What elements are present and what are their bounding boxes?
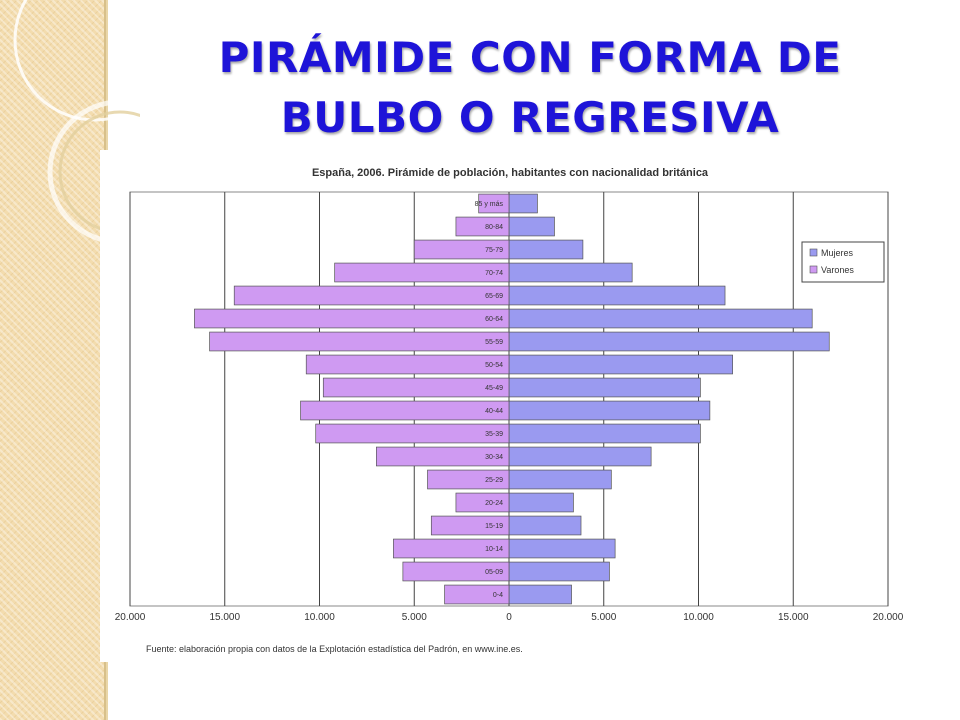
x-axis-tick-labels xyxy=(115,612,904,623)
bar-mujeres xyxy=(509,378,700,397)
age-group-label: 75-79 xyxy=(485,247,503,254)
bar-mujeres xyxy=(509,286,725,305)
slide-title-line-2: BULBO O REGRESIVA xyxy=(280,93,780,142)
legend xyxy=(802,242,884,282)
age-group-label: 0-4 xyxy=(492,592,503,599)
bar-mujeres xyxy=(509,562,609,581)
age-group-label: 85 y más xyxy=(474,201,503,208)
bar-varones xyxy=(306,355,509,374)
bar-mujeres xyxy=(509,194,537,213)
x-tick-label: 15.000 xyxy=(209,612,241,623)
age-group-label: 45-49 xyxy=(485,385,503,392)
bar-varones xyxy=(335,263,509,282)
legend-swatch-mujeres xyxy=(810,249,817,256)
bar-mujeres xyxy=(509,516,581,535)
chart-title: España, 2006. Pirámide de población, habitantes con nacionalidad británica xyxy=(311,167,709,179)
bar-mujeres xyxy=(509,217,554,236)
age-group-label: 15-19 xyxy=(485,523,503,530)
bar-mujeres xyxy=(509,424,700,443)
bar-mujeres xyxy=(509,240,583,259)
bar-mujeres xyxy=(509,332,829,351)
population-pyramid-chart xyxy=(100,150,920,662)
age-group-label: 40-44 xyxy=(485,408,503,415)
age-group-label: 60-64 xyxy=(485,316,503,323)
legend-label-varones: Varones xyxy=(821,265,854,275)
bar-mujeres xyxy=(509,585,572,604)
age-group-label: 80-84 xyxy=(485,224,503,231)
legend-swatch-varones xyxy=(810,266,817,273)
age-group-label: 55-59 xyxy=(485,339,503,346)
bar-varones xyxy=(210,332,509,351)
bar-mujeres xyxy=(509,539,615,558)
bar-mujeres xyxy=(509,309,812,328)
bar-mujeres xyxy=(509,401,710,420)
x-tick-label: 10.000 xyxy=(304,612,335,623)
bar-mujeres xyxy=(509,355,733,374)
age-group-label: 30-34 xyxy=(485,454,503,461)
age-group-label: 05-09 xyxy=(485,569,503,576)
bar-mujeres xyxy=(509,470,611,489)
x-tick-label: 5.000 xyxy=(401,612,427,623)
x-tick-label: 10.000 xyxy=(683,612,714,623)
bar-varones xyxy=(301,401,509,420)
bar-varones xyxy=(316,424,509,443)
age-group-label: 50-54 xyxy=(485,362,503,369)
age-group-label: 35-39 xyxy=(485,431,503,438)
age-group-label: 20-24 xyxy=(485,500,503,507)
bar-varones xyxy=(323,378,509,397)
legend-label-mujeres: Mujeres xyxy=(821,248,854,258)
x-tick-label: 5.000 xyxy=(591,612,617,623)
bar-mujeres xyxy=(509,447,651,466)
age-group-label: 65-69 xyxy=(485,293,503,300)
slide-title xyxy=(130,28,930,148)
bar-varones xyxy=(194,309,509,328)
bar-mujeres xyxy=(509,493,573,512)
x-tick-label: 20.000 xyxy=(114,612,146,623)
chart-source-note: Fuente: elaboración propia con datos de la Explotación estadística del Padrón, en www.ine.es. xyxy=(146,644,523,654)
x-tick-label: 20.000 xyxy=(872,612,904,623)
slide-title-line-1: PIRÁMIDE CON FORMA DE xyxy=(218,33,842,82)
x-tick-label: 15.000 xyxy=(777,612,809,623)
bar-mujeres xyxy=(509,263,632,282)
age-group-label: 10-14 xyxy=(485,546,503,553)
age-group-label: 70-74 xyxy=(485,270,503,277)
age-group-label: 25-29 xyxy=(485,477,503,484)
x-tick-label: 0 xyxy=(506,612,512,623)
bar-varones xyxy=(234,286,509,305)
chart-svg xyxy=(100,150,920,662)
